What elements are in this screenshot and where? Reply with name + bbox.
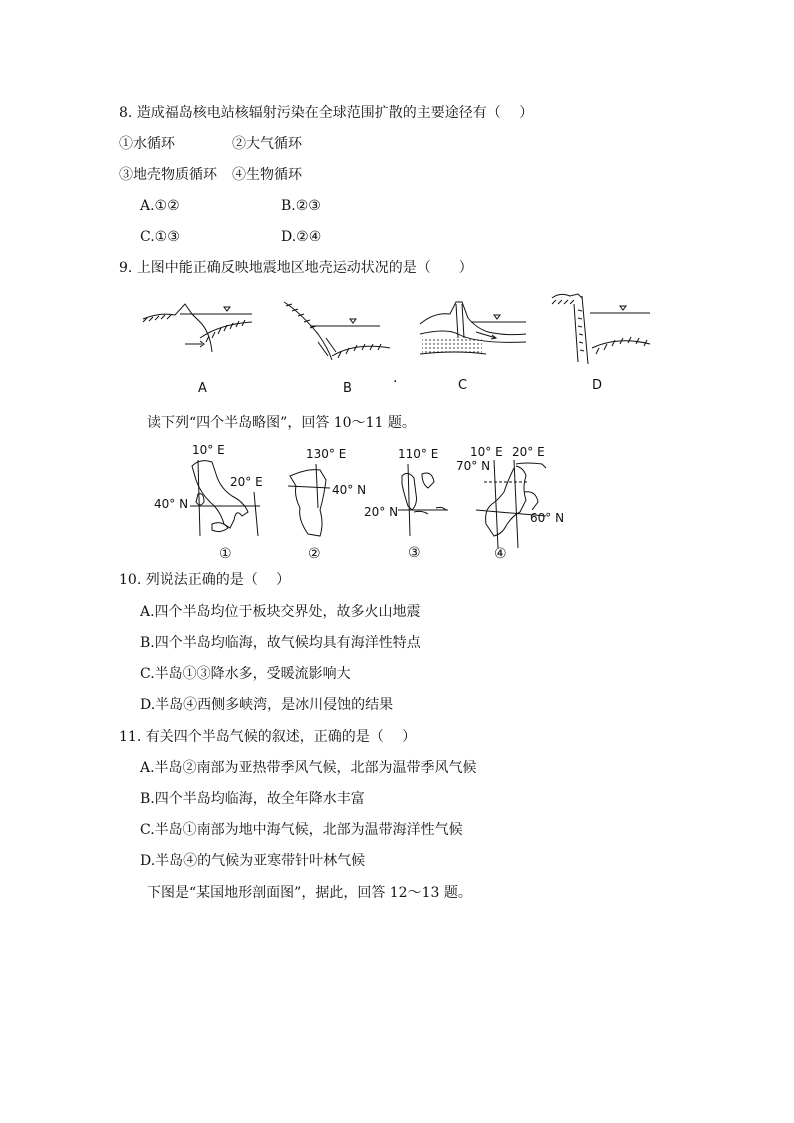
q9-stem: 9. 上图中能正确反映地震地区地壳运动状况的是（ ） [119,260,473,276]
q10-answer-b: B.四个半岛均临海，故气候均具有海洋性特点 [140,635,421,651]
q11-answer-b: B.四个半岛均临海，故全年降水丰富 [140,791,365,807]
q10-answer-a: A.四个半岛均位于板块交界处，故多火山地震 [140,604,421,620]
q8-answer-a: A.①② [140,198,180,214]
q9-dot: . [393,370,398,386]
p2-lon: 130° E [306,447,347,461]
q10-stem: 10. 列说法正确的是（ ） [119,572,291,588]
p1-num: ① [219,546,232,562]
p4-lat2: 60° N [530,511,565,525]
p4-num: ④ [494,546,507,562]
q11-stem: 11. 有关四个半岛气候的叙述，正确的是（ ） [119,729,417,745]
intro-10-11: 读下列“四个半岛略图”，回答 10～11 题。 [147,415,416,431]
p2-num: ② [308,546,321,562]
p1-lat: 40° N [154,497,189,511]
p1-lon1: 10° E [192,443,225,457]
q8-option-2: ②大气循环 [232,136,302,152]
q8-answer-b: B.②③ [281,198,321,214]
peninsula-figure-3 [362,444,462,564]
q11-answer-d: D.半岛④的气候为亚寒带针叶林气候 [140,853,366,869]
p3-lat: 20° N [364,505,399,519]
q8-option-4: ④生物循环 [232,167,302,183]
q9-label-b: B [343,381,352,396]
p4-lon2: 20° E [512,445,545,459]
p3-lon: 110° E [398,447,439,461]
q9-figure-a [140,292,255,362]
p3-num: ③ [408,545,421,561]
peninsula-figure-4 [454,440,574,565]
q9-figure-d [548,290,654,370]
q8-option-1: ①水循环 [119,136,175,152]
q9-label-c: C [458,378,468,393]
q9-figure-c [416,298,528,360]
q8-answer-d: D.②④ [281,229,322,245]
peninsula-figure-1 [150,440,275,565]
q11-answer-c: C.半岛①南部为地中海气候，北部为温带海洋性气候 [140,822,463,838]
p1-lon2: 20° E [230,475,263,489]
q9-label-d: D [592,378,603,393]
q9-figure-b [280,298,395,364]
q8-answer-c: C.①③ [140,229,180,245]
q10-answer-d: D.半岛④西侧多峡湾，是冰川侵蚀的结果 [140,697,394,713]
q8-stem: 8. 造成福岛核电站核辐射污染在全球范围扩散的主要途径有（ ） [119,105,534,121]
p4-lon1: 10° E [470,445,503,459]
q8-option-3: ③地壳物质循环 [119,167,217,183]
intro-12-13: 下图是“某国地形剖面图”，据此，回答 12～13 题。 [147,885,472,901]
q11-answer-a: A.半岛②南部为亚热带季风气候，北部为温带季风气候 [140,760,477,776]
q10-answer-c: C.半岛①③降水多，受暖流影响大 [140,666,351,682]
p2-lat: 40° N [332,483,367,497]
q9-label-a: A [198,381,207,396]
p4-lat1: 70° N [456,459,491,473]
